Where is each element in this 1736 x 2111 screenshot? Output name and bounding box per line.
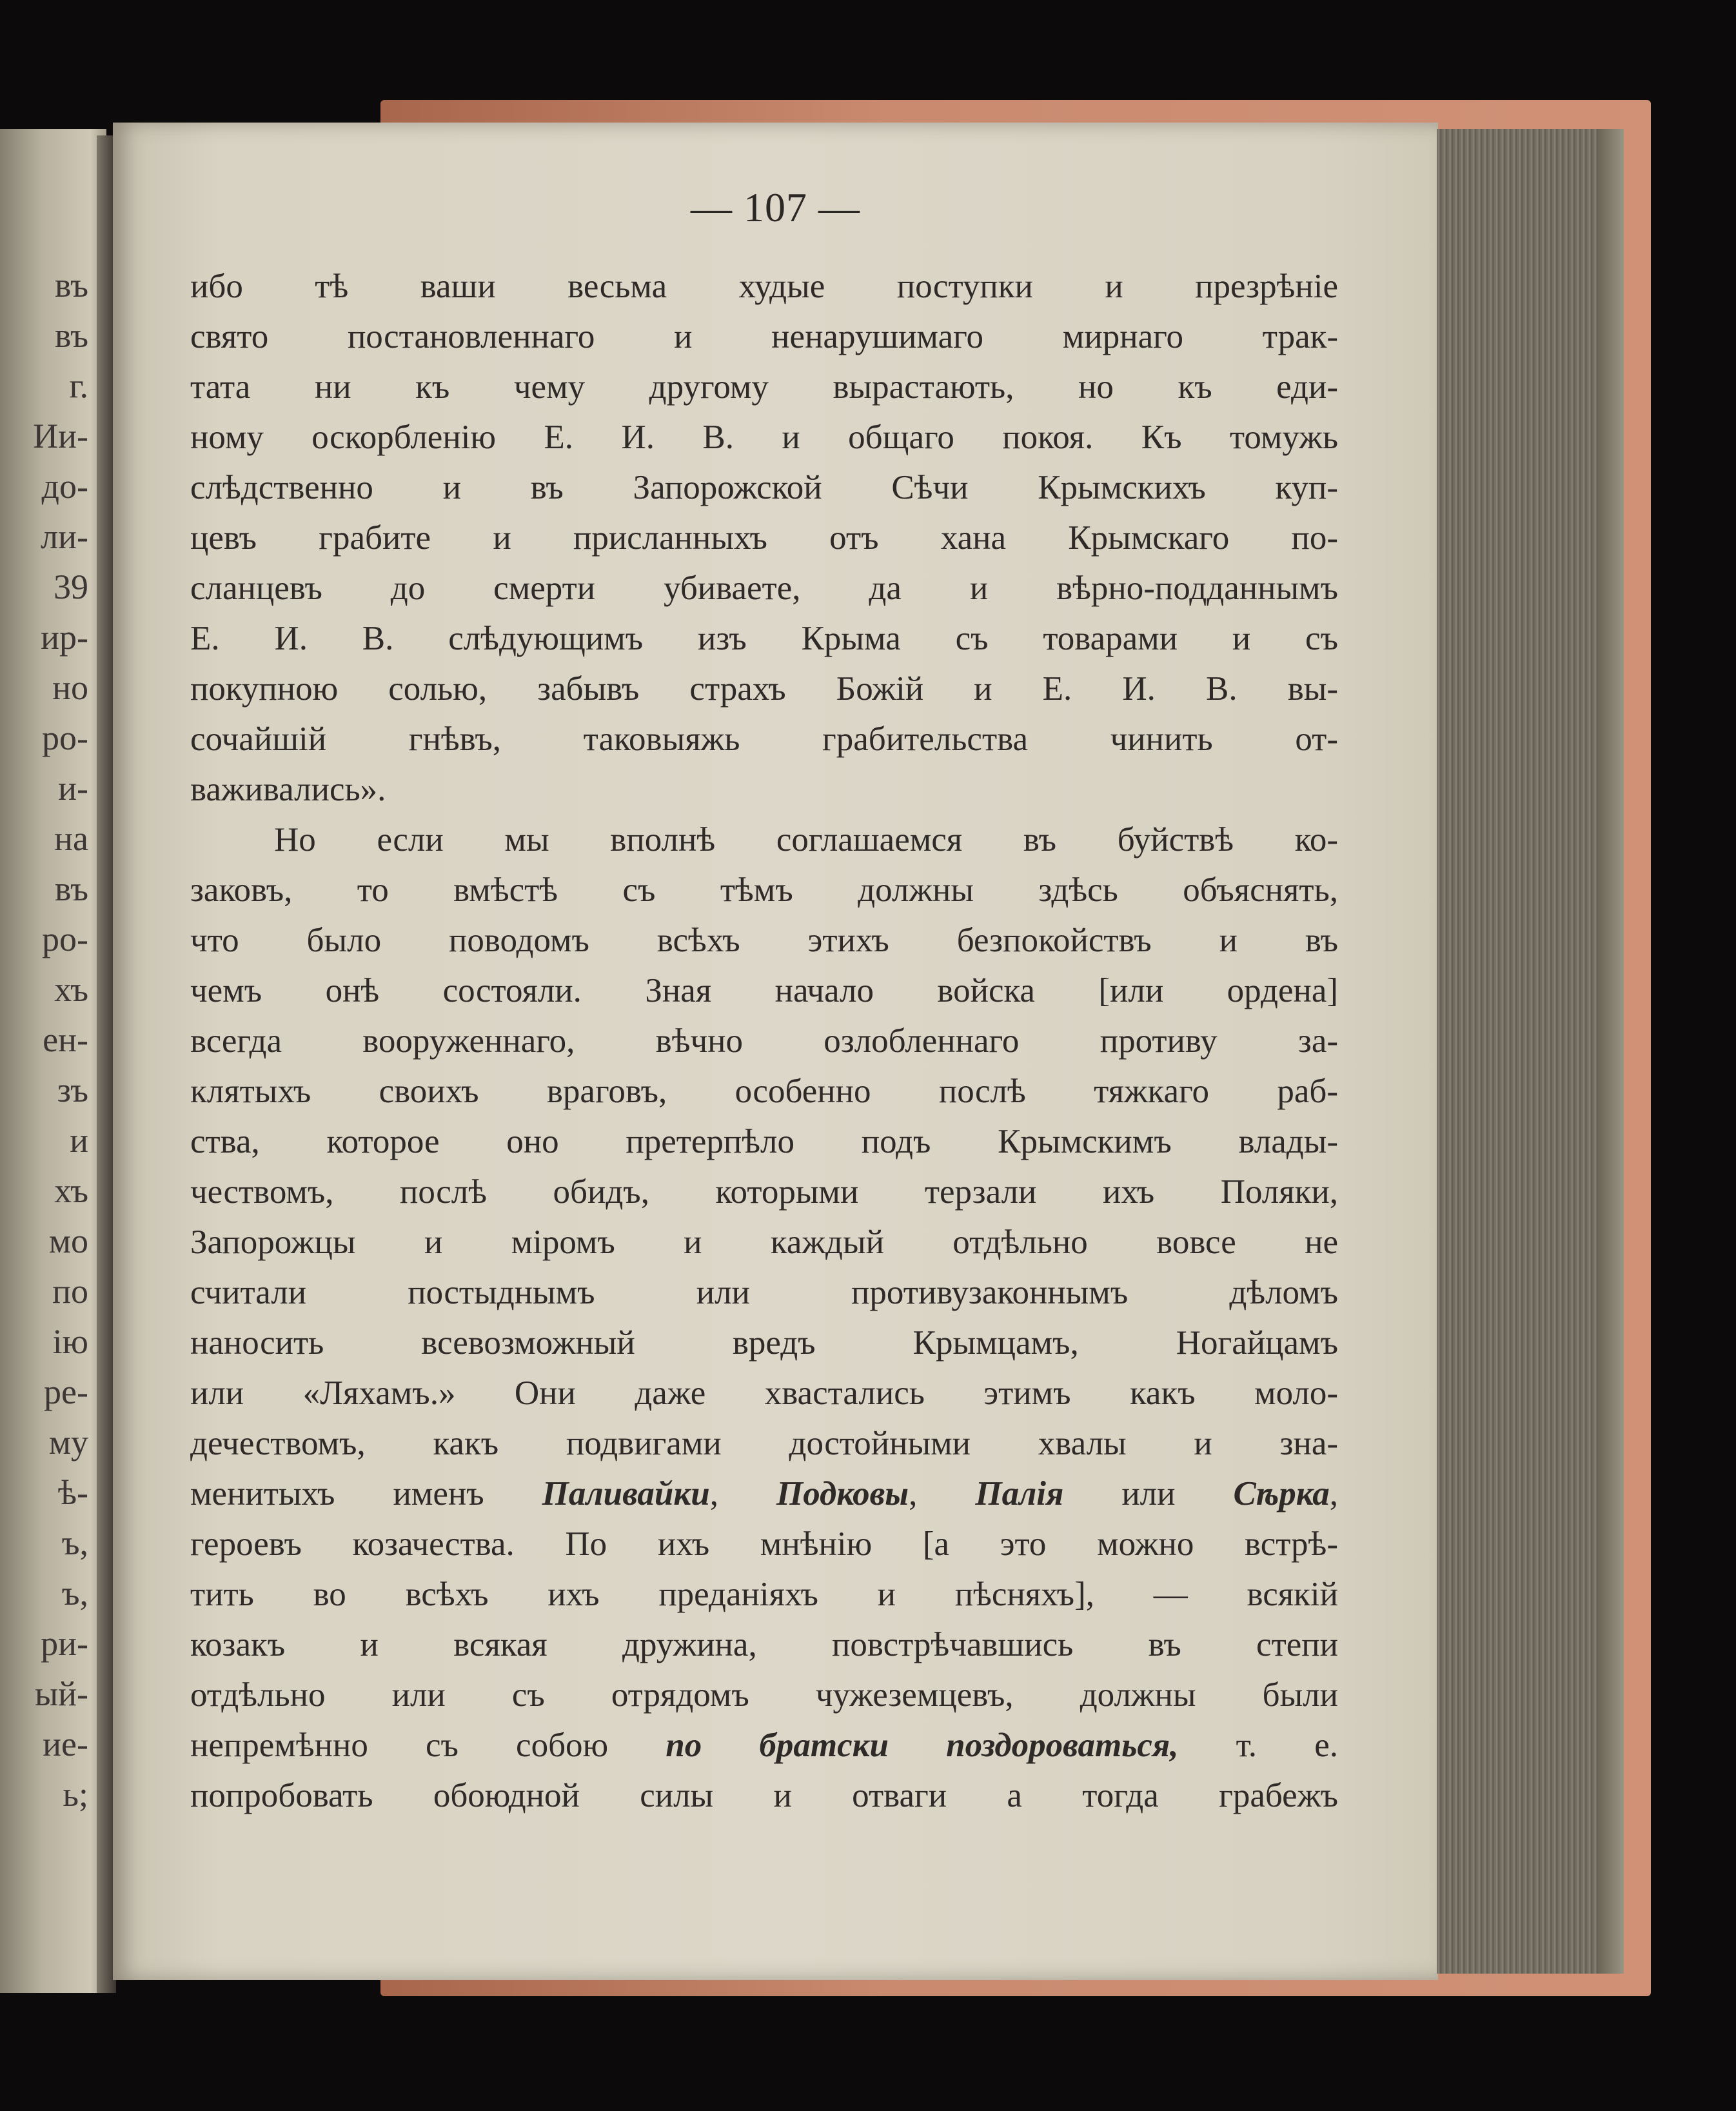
left-page-fragment: ъ, xyxy=(61,1574,88,1612)
left-page-fragment: въ xyxy=(54,869,88,908)
text-line: свято постановленнаго и ненарушимаго мирнаго трак- xyxy=(190,318,1338,355)
left-page-fragment: ію xyxy=(52,1322,88,1361)
left-page-fragment: на xyxy=(54,819,88,858)
text-line: что было поводомъ всѣхъ этихъ безпокойствъ и въ xyxy=(190,922,1338,959)
left-page-fragment: ир- xyxy=(41,618,88,657)
text-run: , xyxy=(709,1475,776,1512)
text-line: всегда вооруженнаго, вѣчно озлобленнаго противу за- xyxy=(190,1022,1338,1060)
book-page xyxy=(113,123,1438,1980)
text-line: слѣдственно и въ Запорожской Сѣчи Крымскихъ куп- xyxy=(190,469,1338,506)
text-line: отдѣльно или съ отрядомъ чужеземцевъ, должны были xyxy=(190,1676,1338,1714)
left-page-fragment: и- xyxy=(58,769,88,808)
text-line: чемъ онѣ состояли. Зная начало войска [или ордена] xyxy=(190,972,1338,1009)
left-page-fragment: ъ, xyxy=(61,1523,88,1562)
text-run: менитыхъ именъ xyxy=(190,1475,542,1512)
text-line: сочайшій гнѣвъ, таковыяжь грабительства чинить от- xyxy=(190,720,1338,758)
left-page-fragment: ен- xyxy=(43,1020,88,1059)
left-page xyxy=(0,129,106,1993)
text-line: или «Ляхамъ.» Они даже хвастались этимъ какъ моло- xyxy=(190,1374,1338,1412)
text-run: непремѣнно съ собою xyxy=(190,1727,666,1764)
paragraph-start-line: Но если мы вполнѣ соглашаемся въ буйствѣ ко- xyxy=(274,821,1338,858)
text-line: козакъ и всякая дружина, повстрѣчавшись въ степи xyxy=(190,1626,1338,1663)
left-page-fragment: и xyxy=(70,1121,88,1160)
italic-name: Палія xyxy=(975,1475,1064,1512)
left-page-fragment: зъ xyxy=(57,1071,88,1109)
left-page-fragment: ь; xyxy=(63,1775,88,1814)
left-page-fragment: ли- xyxy=(41,517,88,556)
left-page-fragment: ро- xyxy=(42,719,88,757)
text-line: героевъ козачества. По ихъ мнѣнію [а это можно встрѣ- xyxy=(190,1525,1338,1563)
left-page-fragment: ро- xyxy=(42,920,88,958)
left-page-fragment: ие- xyxy=(43,1725,88,1763)
text-line-with-italic xyxy=(190,1720,1338,1770)
text-line-with-names xyxy=(190,1469,1338,1519)
left-page-fragment: му xyxy=(48,1423,88,1462)
left-page-fragment: ри- xyxy=(41,1624,88,1663)
left-page-fragment: до- xyxy=(41,467,88,506)
text-line: Е. И. В. слѣдующимъ изъ Крыма съ товарами и съ xyxy=(190,620,1338,657)
left-page-fragment: ый- xyxy=(34,1674,88,1713)
text-line: цевъ грабите и присланныхъ отъ хана Крымскаго по- xyxy=(190,519,1338,557)
left-page-fragment: но xyxy=(52,668,88,707)
text-line: покупною солью, забывъ страхъ Божій и Е. И. В. вы- xyxy=(190,670,1338,708)
left-page-fragment: хъ xyxy=(54,1171,88,1210)
text-line: наносить всевозможный вредъ Крымцамъ, Ногайцамъ xyxy=(190,1324,1338,1362)
text-run: т. е. xyxy=(1178,1727,1338,1764)
left-page-fragment: 39 xyxy=(54,568,88,606)
italic-name: Подковы xyxy=(776,1475,909,1512)
left-page-fragment: хъ xyxy=(54,970,88,1009)
text-line: попробовать обоюдной силы и отваги а тогда грабежъ xyxy=(190,1777,1338,1814)
italic-name: Сѣрка xyxy=(1233,1475,1330,1512)
text-line: тата ни къ чему другому вырастають, но къ еди- xyxy=(190,368,1338,406)
text-line: сланцевъ до смерти убиваете, да и вѣрно-подданнымъ xyxy=(190,570,1338,607)
text-run: , xyxy=(909,1475,976,1512)
text-line: ному оскорбленію Е. И. В. и общаго покоя. Къ томужь xyxy=(190,419,1338,456)
text-line: тить во всѣхъ ихъ преданіяхъ и пѣсняхъ], — всякій xyxy=(190,1576,1338,1613)
text-line: клятыхъ своихъ враговъ, особенно послѣ тяжкаго раб- xyxy=(190,1073,1338,1110)
text-line: заковъ, то вмѣстѣ съ тѣмъ должны здѣсь объяснять, xyxy=(190,871,1338,909)
text-line: Запорожцы и міромъ и каждый отдѣльно вовсе не xyxy=(190,1224,1338,1261)
left-page-fragment: въ xyxy=(54,316,88,355)
left-page-fragment: мо xyxy=(48,1222,88,1260)
left-page-fragment: ре- xyxy=(44,1373,88,1411)
left-page-fragment: г. xyxy=(69,366,88,405)
left-page-fragment: Ии- xyxy=(33,417,88,455)
left-page-fragment: въ xyxy=(54,266,88,304)
text-line: дечествомъ, какъ подвигами достойными хвалы и зна- xyxy=(190,1425,1338,1462)
italic-phrase: по братски поздороваться, xyxy=(666,1727,1179,1764)
text-line: ибо тѣ ваши весьма худые поступки и презрѣніе xyxy=(190,268,1338,305)
text-line: важивались». xyxy=(190,771,386,808)
left-page-fragment: ѣ- xyxy=(57,1473,88,1512)
text-run: или xyxy=(1063,1475,1234,1512)
page-text xyxy=(190,261,1338,1821)
page-fore-edge xyxy=(1437,129,1624,1974)
text-run: , xyxy=(1329,1475,1339,1512)
text-line: считали постыднымъ или противузаконнымъ дѣломъ xyxy=(190,1274,1338,1311)
page-number: — 107 — xyxy=(691,184,860,230)
left-page-fragment: по xyxy=(52,1272,88,1311)
italic-name: Паливайки xyxy=(542,1475,710,1512)
text-line: ства, которое оно претерпѣло подъ Крымскимъ влады- xyxy=(190,1123,1338,1160)
text-line: чествомъ, послѣ обидъ, которыми терзали ихъ Поляки, xyxy=(190,1173,1338,1211)
